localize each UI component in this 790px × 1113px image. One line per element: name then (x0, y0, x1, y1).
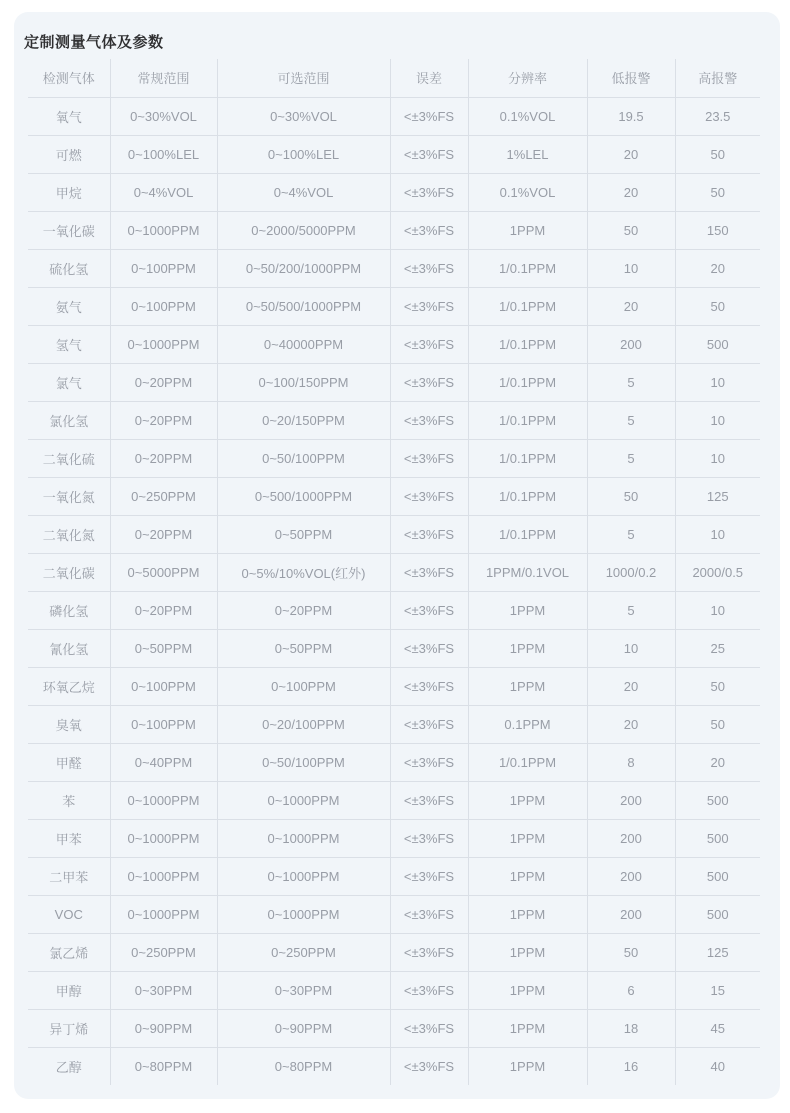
table-cell: 氰化氢 (28, 629, 110, 667)
table-cell: VOC (28, 895, 110, 933)
table-cell: 1PPM (468, 781, 587, 819)
table-cell: 1%LEL (468, 135, 587, 173)
table-row (28, 363, 760, 401)
table-cell: 10 (587, 629, 675, 667)
table-row (28, 1009, 760, 1047)
table-cell: 50 (587, 933, 675, 971)
table-cell: 10 (675, 591, 760, 629)
table-cell: 甲醛 (28, 743, 110, 781)
table-cell: <±3%FS (390, 325, 468, 363)
header-cell: 高报警 (675, 59, 760, 97)
gas-parameters-table (28, 59, 760, 1085)
table-cell: 20 (587, 287, 675, 325)
table-cell: 0~20PPM (110, 515, 217, 553)
table-cell: 10 (675, 439, 760, 477)
table-cell: 0~5000PPM (110, 553, 217, 591)
table-cell: 16 (587, 1047, 675, 1085)
table-cell: 125 (675, 933, 760, 971)
table-cell: 0~1000PPM (217, 857, 390, 895)
header-cell: 低报警 (587, 59, 675, 97)
spec-card (14, 12, 780, 1099)
table-cell: 可燃 (28, 135, 110, 173)
table-cell: 氧气 (28, 97, 110, 135)
table-cell: <±3%FS (390, 1047, 468, 1085)
table-cell: 0.1%VOL (468, 97, 587, 135)
table-cell: 15 (675, 971, 760, 1009)
table-cell: 0~80PPM (217, 1047, 390, 1085)
table-cell: 10 (587, 249, 675, 287)
header-cell: 误差 (390, 59, 468, 97)
table-cell: 5 (587, 363, 675, 401)
table-cell: 0~1000PPM (217, 781, 390, 819)
table-cell: <±3%FS (390, 439, 468, 477)
table-cell: 200 (587, 895, 675, 933)
table-cell: 0~40PPM (110, 743, 217, 781)
table-cell: 5 (587, 439, 675, 477)
table-cell: 50 (675, 173, 760, 211)
table-cell: 500 (675, 857, 760, 895)
table-cell: 0~20PPM (217, 591, 390, 629)
table-cell: 0~20/150PPM (217, 401, 390, 439)
table-row (28, 97, 760, 135)
table-cell: 500 (675, 325, 760, 363)
table-cell: 2000/0.5 (675, 553, 760, 591)
table-row (28, 401, 760, 439)
table-cell: 0~250PPM (217, 933, 390, 971)
table-cell: 20 (587, 705, 675, 743)
table-cell: <±3%FS (390, 781, 468, 819)
table-cell: 200 (587, 325, 675, 363)
table-cell: 0~1000PPM (217, 895, 390, 933)
table-cell: <±3%FS (390, 97, 468, 135)
table-row (28, 857, 760, 895)
table-row (28, 743, 760, 781)
table-cell: 0~90PPM (217, 1009, 390, 1047)
table-cell: 0~5%/10%VOL(红外) (217, 553, 390, 591)
table-cell: <±3%FS (390, 135, 468, 173)
table-cell: 一氧化碳 (28, 211, 110, 249)
table-cell: 0.1%VOL (468, 173, 587, 211)
table-cell: <±3%FS (390, 553, 468, 591)
table-cell: <±3%FS (390, 857, 468, 895)
table-cell: 5 (587, 591, 675, 629)
table-cell: 0~40000PPM (217, 325, 390, 363)
table-cell: 1/0.1PPM (468, 249, 587, 287)
table-row (28, 477, 760, 515)
table-cell: 二氧化氮 (28, 515, 110, 553)
table-cell: <±3%FS (390, 211, 468, 249)
table-cell: 0~1000PPM (110, 819, 217, 857)
table-cell: 50 (675, 667, 760, 705)
table-cell: 50 (675, 135, 760, 173)
table-cell: <±3%FS (390, 515, 468, 553)
table-cell: 1000/0.2 (587, 553, 675, 591)
page-title: 定制测量气体及参数 (24, 34, 164, 51)
table-cell: <±3%FS (390, 591, 468, 629)
table-cell: 0~30%VOL (110, 97, 217, 135)
table-cell: 1/0.1PPM (468, 439, 587, 477)
header-cell: 可选范围 (217, 59, 390, 97)
table-cell: 0~50PPM (217, 515, 390, 553)
table-row (28, 629, 760, 667)
table-cell: 0~100PPM (110, 249, 217, 287)
table-row (28, 895, 760, 933)
table-cell: <±3%FS (390, 971, 468, 1009)
table-cell: <±3%FS (390, 173, 468, 211)
table-row (28, 287, 760, 325)
table-cell: 50 (587, 477, 675, 515)
table-cell: 40 (710, 1058, 725, 1074)
table-cell: <±3%FS (390, 819, 468, 857)
table-cell: 氯气 (28, 363, 110, 401)
table-cell: 23.5 (675, 97, 760, 135)
table-cell: 1PPM (468, 933, 587, 971)
table-cell: 0.1PPM (468, 705, 587, 743)
table-cell: 磷化氢 (28, 591, 110, 629)
table-cell: 5 (587, 401, 675, 439)
table-cell: 氯乙烯 (28, 933, 110, 971)
table-cell: 5 (587, 515, 675, 553)
table-cell: 20 (675, 743, 760, 781)
table-cell: 0~1000PPM (110, 895, 217, 933)
table-cell: 0~20PPM (110, 363, 217, 401)
table-cell: 氢气 (28, 325, 110, 363)
table-cell: <±3%FS (390, 705, 468, 743)
table-header-row (28, 59, 760, 97)
table-cell: 0~50/500/1000PPM (217, 287, 390, 325)
table-cell: 1PPM (468, 1009, 587, 1047)
table-cell: 1PPM (468, 591, 587, 629)
table-cell: 0~4%VOL (110, 173, 217, 211)
table-cell: 二氧化碳 (28, 553, 110, 591)
table-cell: 0~500/1000PPM (217, 477, 390, 515)
table-cell: <±3%FS (390, 401, 468, 439)
table-cell: 甲苯 (28, 819, 110, 857)
table-cell: 1PPM (468, 667, 587, 705)
table-cell: 200 (587, 819, 675, 857)
table-cell: 150 (675, 211, 760, 249)
table-cell: 6 (587, 971, 675, 1009)
table-cell: 0~4%VOL (217, 173, 390, 211)
table-cell: 甲醇 (28, 971, 110, 1009)
table-cell: 19.5 (587, 97, 675, 135)
table-cell: 0~1000PPM (110, 857, 217, 895)
table-cell: 500 (675, 781, 760, 819)
table-cell: 异丁烯 (28, 1009, 110, 1047)
table-cell: 0~80PPM (110, 1047, 217, 1085)
table-cell: 1PPM (468, 1047, 587, 1085)
table-cell: 1PPM (468, 857, 587, 895)
table-cell: <±3%FS (390, 895, 468, 933)
table-cell: 500 (675, 819, 760, 857)
table-cell: <±3%FS (390, 667, 468, 705)
table-cell: 50 (675, 287, 760, 325)
table-row (28, 173, 760, 211)
table-cell: 1PPM (468, 971, 587, 1009)
table-cell: 200 (587, 781, 675, 819)
table-cell: 0~1000PPM (217, 819, 390, 857)
table-cell: 0~50/100PPM (217, 743, 390, 781)
table-cell: 10 (675, 515, 760, 553)
table-cell: 0~1000PPM (110, 325, 217, 363)
table-cell: 0~30%VOL (217, 97, 390, 135)
table-cell: 50 (675, 705, 760, 743)
table-row (28, 667, 760, 705)
table-cell: 1PPM (468, 895, 587, 933)
table-cell: <±3%FS (390, 249, 468, 287)
table-row (28, 325, 760, 363)
header-cell: 分辨率 (468, 59, 587, 97)
table-cell: <±3%FS (390, 1009, 468, 1047)
header-cell: 检测气体 (28, 59, 110, 97)
table-row (28, 705, 760, 743)
table-cell: 1/0.1PPM (468, 515, 587, 553)
table-cell: 0~100PPM (110, 667, 217, 705)
table-cell: 0~100%LEL (217, 135, 390, 173)
table-row (28, 249, 760, 287)
table-cell: 环氧乙烷 (28, 667, 110, 705)
table-cell: 氯化氢 (28, 401, 110, 439)
table-row (28, 781, 760, 819)
table-row (28, 1047, 760, 1085)
table-cell: 0~30PPM (110, 971, 217, 1009)
table-cell: 125 (675, 477, 760, 515)
table-cell: 1PPM/0.1VOL (468, 553, 587, 591)
table-cell: 18 (587, 1009, 675, 1047)
table-cell: 1/0.1PPM (468, 363, 587, 401)
table-cell: 0~20PPM (110, 439, 217, 477)
table-cell: 1PPM (468, 629, 587, 667)
table-cell: 甲烷 (28, 173, 110, 211)
table-cell: 0~100%LEL (110, 135, 217, 173)
table-body (28, 97, 760, 1085)
table-cell: 二氧化硫 (28, 439, 110, 477)
table-cell: 0~1000PPM (110, 781, 217, 819)
table-cell: 0~30PPM (217, 971, 390, 1009)
table-cell: 0~2000/5000PPM (217, 211, 390, 249)
table-cell: 二甲苯 (28, 857, 110, 895)
table-cell: 1PPM (468, 819, 587, 857)
table-cell: 0~50/200/1000PPM (217, 249, 390, 287)
table-cell: 1/0.1PPM (468, 287, 587, 325)
table-cell: <±3%FS (390, 477, 468, 515)
table-cell: 0~100/150PPM (217, 363, 390, 401)
table-cell: 0~250PPM (110, 477, 217, 515)
table-cell: 一氧化氮 (28, 477, 110, 515)
header-cell: 常规范围 (110, 59, 217, 97)
table-cell: 1/0.1PPM (468, 743, 587, 781)
table-cell: 20 (587, 135, 675, 173)
table-cell: 1/0.1PPM (468, 401, 587, 439)
table-cell: 20 (675, 249, 760, 287)
table-cell: 20 (587, 173, 675, 211)
table-cell: 0~1000PPM (110, 211, 217, 249)
table-cell: 50 (587, 211, 675, 249)
table-cell: 8 (587, 743, 675, 781)
table-cell: 苯 (28, 781, 110, 819)
table-row (28, 439, 760, 477)
table-cell: <±3%FS (390, 933, 468, 971)
table-cell: 0~20PPM (110, 591, 217, 629)
table-cell: 0~20/100PPM (217, 705, 390, 743)
table-row (28, 211, 760, 249)
table-cell: 0~250PPM (110, 933, 217, 971)
table-cell: 0~50PPM (110, 629, 217, 667)
table-cell: 1/0.1PPM (468, 325, 587, 363)
table-cell: 0~100PPM (110, 287, 217, 325)
table-cell: 1PPM (468, 211, 587, 249)
table-row (28, 553, 760, 591)
table-cell: 0~20PPM (110, 401, 217, 439)
table-cell: 500 (675, 895, 760, 933)
table-cell: 0~50PPM (217, 629, 390, 667)
table-cell: 200 (587, 857, 675, 895)
table-cell: 0~50/100PPM (217, 439, 390, 477)
table-cell: <±3%FS (390, 287, 468, 325)
table-cell: 臭氧 (28, 705, 110, 743)
table-cell: 0~90PPM (110, 1009, 217, 1047)
table-cell: 硫化氢 (28, 249, 110, 287)
table-row (28, 933, 760, 971)
table-row (28, 515, 760, 553)
table-cell: 0~100PPM (217, 667, 390, 705)
table-cell: 0~100PPM (110, 705, 217, 743)
table-cell: <±3%FS (390, 629, 468, 667)
table-cell: 20 (587, 667, 675, 705)
table-cell: 氨气 (28, 287, 110, 325)
table-cell: <±3%FS (390, 363, 468, 401)
table-cell: <±3%FS (390, 743, 468, 781)
table-cell: 25 (675, 629, 760, 667)
table-cell: 乙醇 (28, 1047, 110, 1085)
table-row (28, 591, 760, 629)
table-cell: 45 (675, 1009, 760, 1047)
table-cell: 10 (675, 363, 760, 401)
table-cell: 1/0.1PPM (468, 477, 587, 515)
table-cell: 10 (675, 401, 760, 439)
table-row (28, 819, 760, 857)
table-row (28, 135, 760, 173)
table-row (28, 971, 760, 1009)
